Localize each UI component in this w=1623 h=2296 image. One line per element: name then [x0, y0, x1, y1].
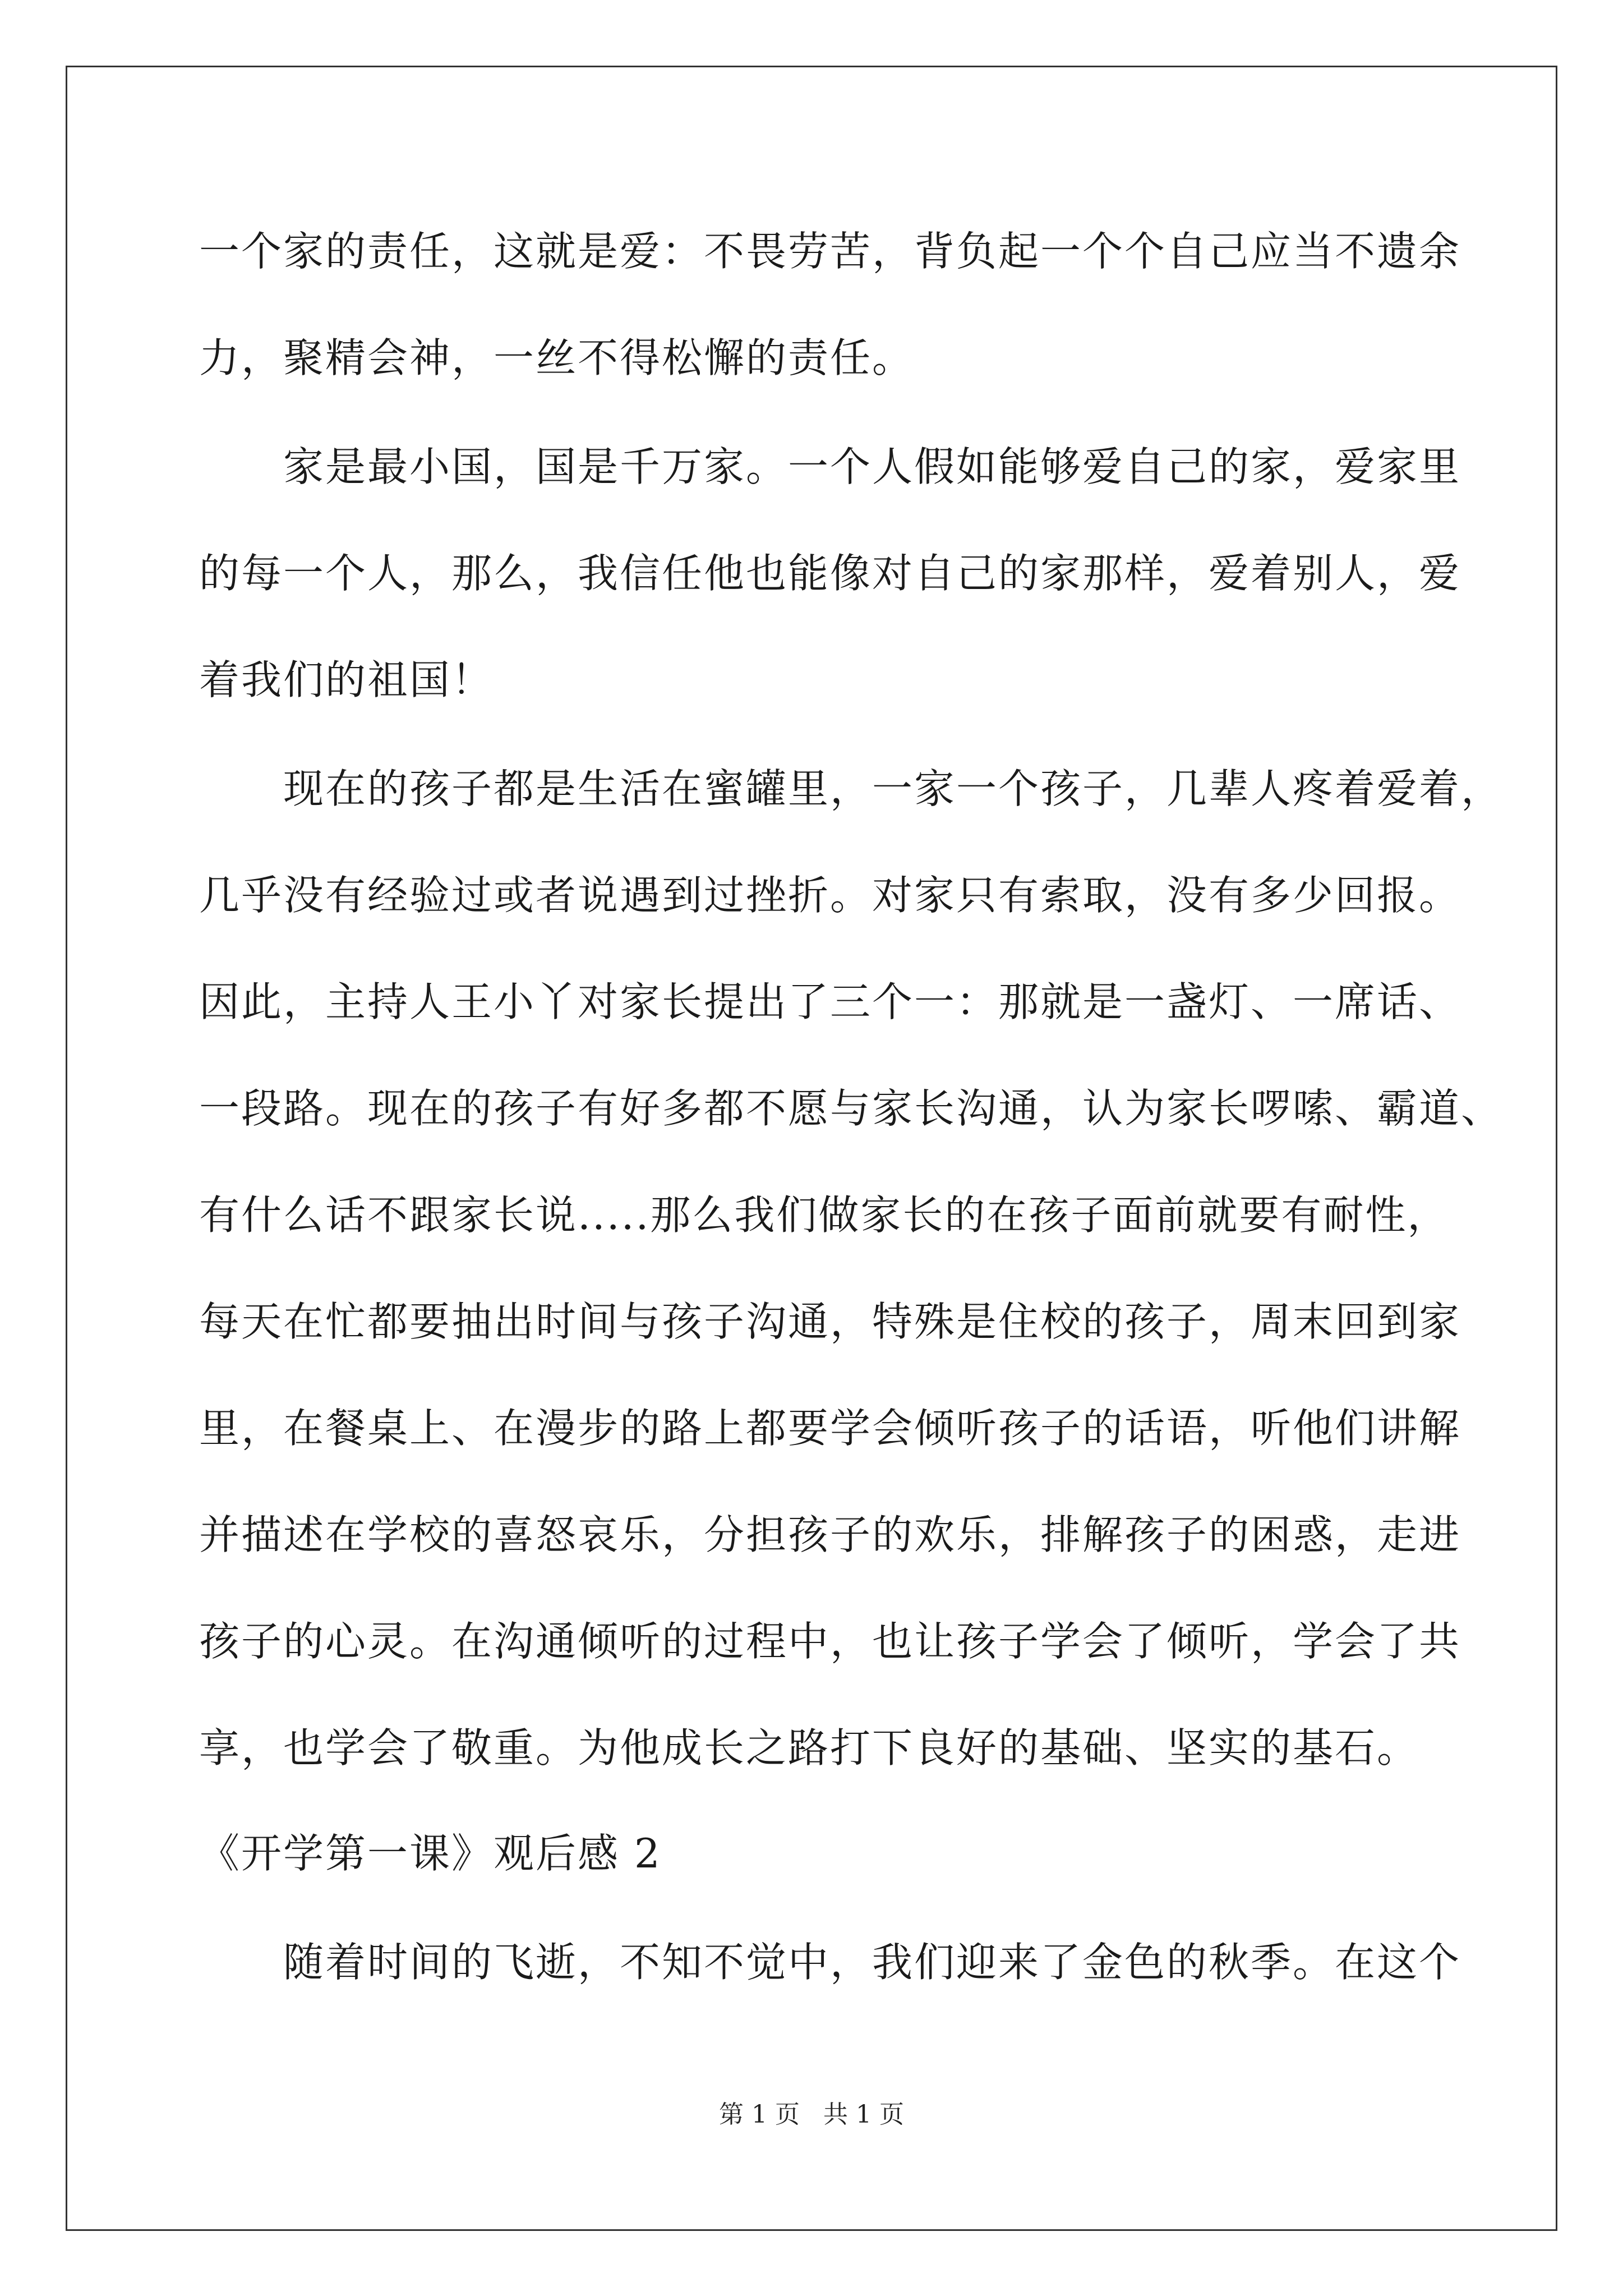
text-line: 每天在忙都要抽出时间与孩子沟通，特殊是住校的孩子，周末回到家 — [199, 1298, 1461, 1345]
text-line: 现在的孩子都是生活在蜜罐里，一家一个孩子，几辈人疼着爱着， — [283, 765, 1504, 812]
text-line: 一段路。现在的孩子有好多都不愿与家长沟通，认为家长啰嗦、霸道、 — [199, 1085, 1504, 1132]
text-line: 的每一个人，那么，我信任他也能像对自己的家那样，爱着别人，爱 — [199, 550, 1461, 597]
page-total: 共 1 页 — [823, 2100, 904, 2129]
text-line: 有什么话不跟家长说.....那么我们做家长的在孩子面前就要有耐性， — [199, 1191, 1450, 1239]
text-line: 家是最小国，国是千万家。一个人假如能够爱自己的家，爱家里 — [283, 443, 1461, 490]
text-line: 并描述在学校的喜怒哀乐，分担孩子的欢乐，排解孩子的困惑，走进 — [199, 1511, 1461, 1558]
text-line: 享，也学会了敬重。为他成长之路打下良好的基础、坚实的基石。 — [199, 1724, 1419, 1772]
page-footer — [0, 2098, 1623, 2132]
text-line: 一个家的责任，这就是爱：不畏劳苦，背负起一个个自己应当不遗余 — [199, 228, 1461, 275]
text-line: 着我们的祖国！ — [199, 656, 494, 703]
text-line: 随着时间的飞逝，不知不觉中，我们迎来了金色的秋季。在这个 — [283, 1939, 1461, 1986]
text-line: 因此，主持人王小丫对家长提出了三个一：那就是一盏灯、一席话、 — [199, 978, 1461, 1025]
text-line: 里，在餐桌上、在漫步的路上都要学会倾听孩子的话语，听他们讲解 — [199, 1405, 1461, 1452]
page-number: 第 1 页 — [719, 2100, 800, 2129]
text-line: 孩子的心灵。在沟通倾听的过程中，也让孩子学会了倾听，学会了共 — [199, 1618, 1461, 1665]
text-line: 力，聚精会神，一丝不得松懈的责任。 — [199, 334, 915, 381]
text-line: 几乎没有经验过或者说遇到过挫折。对家只有索取，没有多少回报。 — [199, 872, 1461, 919]
page-border — [66, 66, 1557, 2231]
section-heading: 《开学第一课》观后感 2 — [199, 1830, 662, 1877]
